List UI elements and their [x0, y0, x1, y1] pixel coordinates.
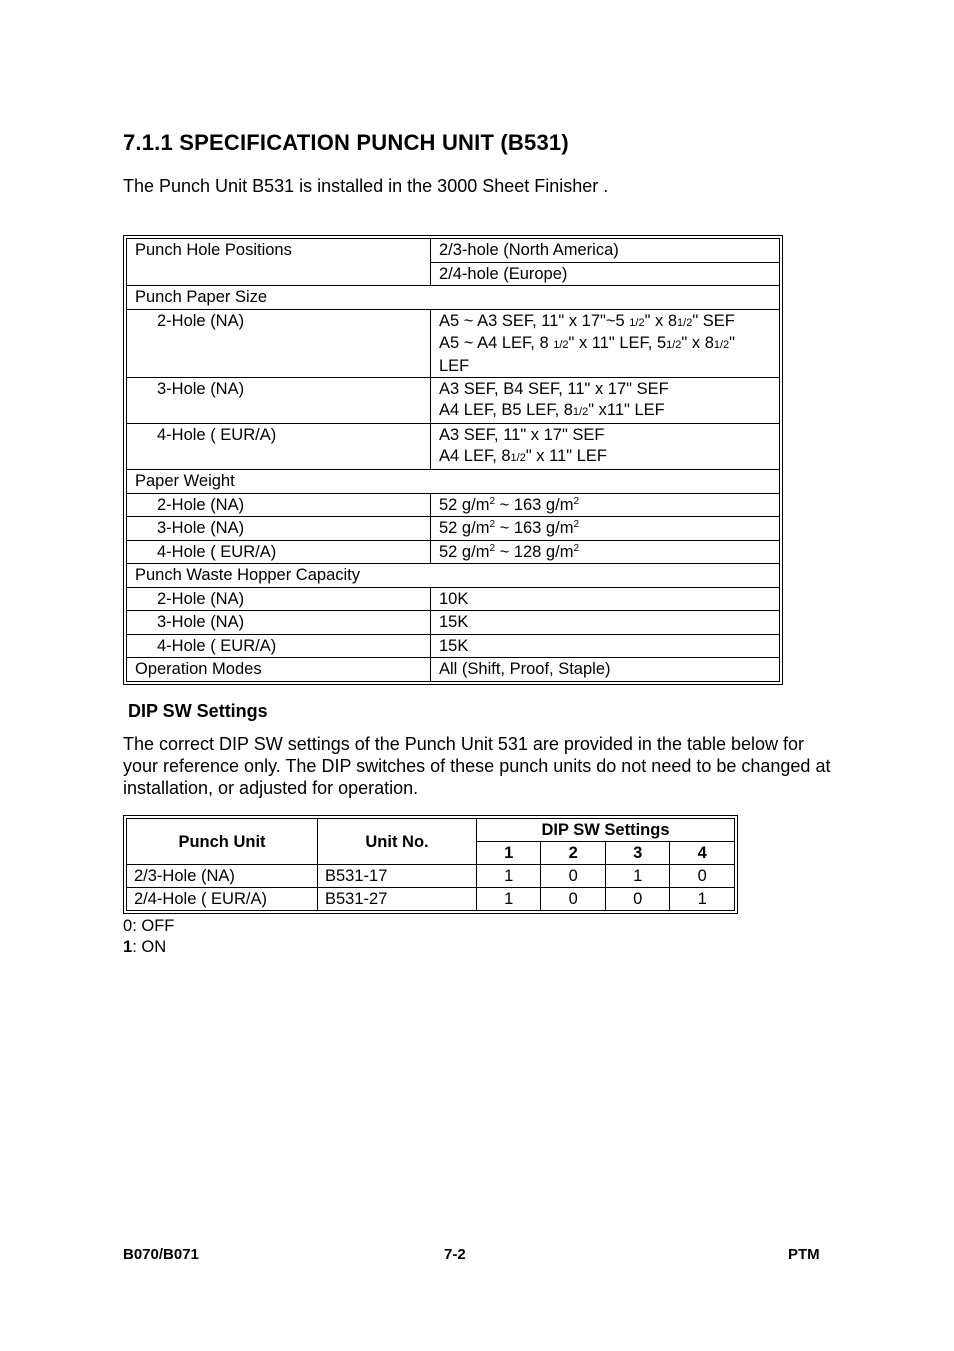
spec-table	[123, 235, 783, 685]
unit-no-header: Unit No.	[318, 819, 477, 865]
waste-hopper-value: 15K	[431, 634, 780, 658]
fraction-text: 1/2	[666, 339, 682, 351]
footer-page-number: 7-2	[444, 1246, 466, 1263]
cell-line: A4 LEF, B5 LEF, 81/2" x11" LEF	[439, 400, 665, 419]
punch-paper-size-label: Punch Paper Size	[127, 286, 780, 310]
table-row	[127, 540, 780, 564]
punch-unit-header: Punch Unit	[127, 819, 318, 865]
table-row	[127, 634, 780, 658]
paper-size-row-label: 2-Hole (NA)	[127, 309, 431, 378]
fraction-text: 1/2	[553, 339, 569, 351]
table-row	[127, 564, 780, 588]
dip-settings-header: DIP SW Settings	[477, 819, 735, 842]
dip-sw-table	[123, 815, 738, 914]
switch-value: 1	[605, 865, 669, 888]
paper-size-value	[431, 309, 780, 378]
punch-hole-position-value: 2/3-hole (North America)	[431, 239, 780, 263]
switch-legend	[123, 916, 174, 958]
switch-value: 1	[477, 865, 541, 888]
waste-hopper-row-label: 2-Hole (NA)	[127, 587, 431, 611]
fraction-text: 1/2	[677, 316, 693, 329]
fraction-text: 1/2	[510, 451, 526, 464]
section-title: 7.1.1 SPECIFICATION PUNCH UNIT (B531)	[123, 130, 569, 155]
legend-on: 1: ON	[123, 938, 167, 956]
paper-size-row-label: 4-Hole ( EUR/A)	[127, 424, 431, 470]
legend-off: 0: OFF	[123, 917, 175, 935]
waste-hopper-value: 15K	[431, 611, 780, 635]
footer-model: B070/B071	[123, 1246, 199, 1263]
table-row	[127, 493, 780, 517]
table-row	[127, 286, 780, 310]
table-row	[127, 587, 780, 611]
unit-no-cell: B531-27	[318, 888, 477, 911]
table-row	[127, 888, 735, 911]
waste-hopper-label: Punch Waste Hopper Capacity	[127, 564, 780, 588]
waste-hopper-row-label: 4-Hole ( EUR/A)	[127, 634, 431, 658]
switch-value: 0	[670, 865, 735, 888]
dip-sw-heading: DIP SW Settings	[128, 701, 268, 721]
intro-text: The Punch Unit B531 is installed in the 3000 Sheet Finisher .	[123, 176, 609, 196]
dip-sw-paragraph: The correct DIP SW settings of the Punch Unit 531 are provided in the table below for your reference only. The DIP switches of these punch units do not need to be changed at installation, or adjusted for operation.	[123, 734, 831, 798]
cell-line: A3 SEF, B4 SEF, 11" x 17" SEF	[439, 380, 669, 398]
table-header-row	[127, 819, 735, 842]
cell-line: A3 SEF, 11" x 17" SEF	[439, 426, 605, 444]
footer-section: PTM	[788, 1246, 820, 1263]
fraction-text: 1/2	[713, 339, 730, 351]
cell-line: A5 ~ A3 SEF, 11" x 17"~5 1/2" x 81/2" SEF	[439, 311, 735, 330]
table-row	[127, 378, 780, 424]
paper-weight-value: 52 $g/m^2$ ~ 128 $g/m^2$	[431, 540, 780, 564]
switch-value: 0	[541, 888, 605, 911]
waste-hopper-row-label: 3-Hole (NA)	[127, 611, 431, 635]
punch-hole-positions-label: Punch Hole Positions	[127, 239, 431, 286]
fraction-text: 1/2	[572, 405, 589, 418]
punch-unit-cell: 2/4-Hole ( EUR/A)	[127, 888, 318, 911]
paper-size-value	[431, 424, 780, 470]
table-row	[127, 611, 780, 635]
table-row	[127, 658, 780, 682]
switch-value: 0	[541, 865, 605, 888]
cell-line: LEF	[439, 356, 470, 375]
punch-hole-position-value: 2/4-hole (Europe)	[431, 262, 780, 286]
table-row	[127, 309, 780, 378]
switch-value: 0	[605, 888, 669, 911]
paper-weight-row-label: 2-Hole (NA)	[127, 493, 431, 517]
switch-header: 4	[670, 842, 735, 865]
switch-header: 3	[605, 842, 669, 865]
switch-header: 2	[541, 842, 605, 865]
cell-line: A4 LEF, 81/2" x 11" LEF	[439, 446, 607, 465]
operation-modes-label: Operation Modes	[127, 658, 431, 682]
punch-unit-cell: 2/3-Hole (NA)	[127, 865, 318, 888]
paper-weight-row-label: 3-Hole (NA)	[127, 517, 431, 541]
table-row	[127, 865, 735, 888]
paper-weight-row-label: 4-Hole ( EUR/A)	[127, 540, 431, 564]
table-row	[127, 470, 780, 494]
waste-hopper-value: 10K	[431, 587, 780, 611]
paper-weight-value: 52 $g/m^2$ ~ 163 $g/m^2$	[431, 517, 780, 541]
paper-weight-label: Paper Weight	[127, 470, 780, 494]
operation-modes-value: All (Shift, Proof, Staple)	[431, 658, 780, 682]
table-row	[127, 424, 780, 470]
paper-size-value	[431, 378, 780, 424]
table-row	[127, 239, 780, 263]
unit-no-cell: B531-17	[318, 865, 477, 888]
switch-value: 1	[477, 888, 541, 911]
paper-size-row-label: 3-Hole (NA)	[127, 378, 431, 424]
table-row	[127, 517, 780, 541]
switch-value: 1	[670, 888, 735, 911]
paper-weight-value: 52 $g/m^2$ ~ 163 $g/m^2$	[431, 493, 780, 517]
switch-header: 1	[477, 842, 541, 865]
fraction-text: 1/2	[629, 316, 645, 329]
cell-line: A5 ~ A4 LEF, 8 1/2" x 11" LEF, 51/2" x 81/2"	[439, 334, 736, 352]
